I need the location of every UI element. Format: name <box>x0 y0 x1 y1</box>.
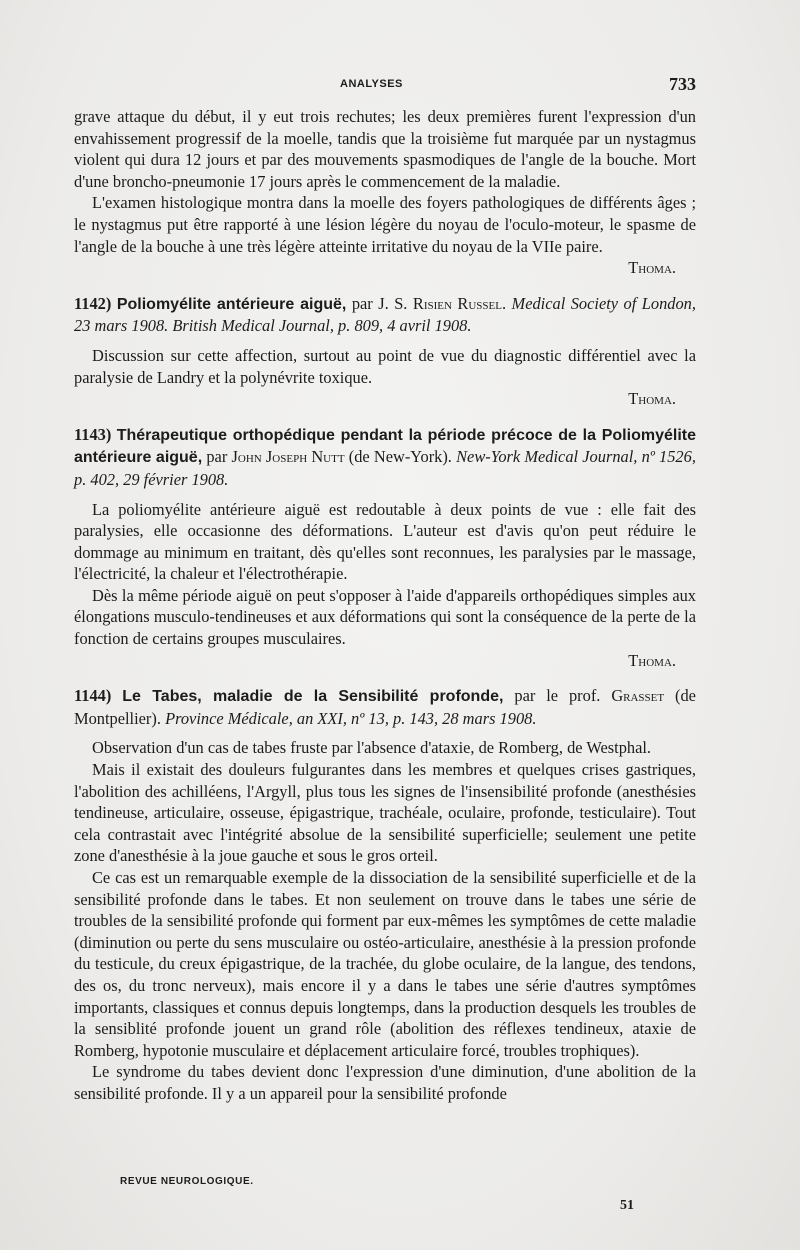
running-title: ANALYSES <box>340 78 403 90</box>
abstract-entry-1144 <box>74 685 696 1104</box>
entry-heading <box>74 293 696 337</box>
entry-citation: Province Médicale, an XXI, nº 13, p. 143, 28 mars 1908. <box>165 708 537 728</box>
entry-citation: New-York Medical Journal, nº 1526, p. 402, 29 février 1908. <box>74 447 696 489</box>
entry-author: Grasset <box>611 686 665 706</box>
entry-title: Le Tabes, maladie de la Sensibilité profonde, <box>122 688 504 706</box>
abstract-entry-1143 <box>74 424 696 672</box>
running-head <box>0 76 800 96</box>
entry-citation: Medical Society of London, 23 mars 1908. British Medical Journal, p. 809, 4 avril 1908. <box>74 293 696 336</box>
entry-paragraph: Discussion sur cette affection, surtout au point de vue du diagnostic différentiel avec la paralysie de Landry et la polynévrite toxique. <box>74 345 696 387</box>
entry-affiliation: (de Montpellier). <box>74 686 696 728</box>
entry-byline: par le prof. <box>514 686 601 706</box>
entry-byline: par <box>206 447 228 467</box>
entry-number: 1142) <box>74 293 112 313</box>
entry-byline: par J. S. <box>351 293 408 313</box>
journal-footer: REVUE NEUROLOGIQUE. <box>120 1176 254 1187</box>
page-number: 733 <box>669 74 696 94</box>
intro-paragraph: grave attaque du début, il y eut trois rechutes; les deux premières furent l'expression d'un envahissement progressif de la moelle, tandis que la troisième fut marquée par un nystagmus violent qui dura 12 jours et par des mouvements spasmodiques de l'angle de la bouche. Mort d'une broncho-pneumonie 17 jours après le commencement de la maladie. <box>74 107 696 191</box>
entry-paragraph: Ce cas est un remarquable exemple de la dissociation de la sensibilité superficielle et de la sensibilité profonde dans le tabes. Et non seulement on trouve dans le tabes une série de troubles de la sensibilité profonde qui forment par eux-mêmes les symptômes de cette maladie (diminution ou perte du sens musculaire ou ostéo-articulaire, anesthésie à la pression profonde du testicule, du creux épigastrique, de la trachée, du globe oculaire, de la langue, des tendons, des os, du tronc nerveux), mais encore il y a dans le tabes une série d'autres symptômes importants, classiques et connus depuis longtemps, dans la production desquels les troubles de la sensiblité profonde jouent un grand rôle (abolition des réflexes tendineux, ataxie de Romberg, hypotonie musculaire et déplacement articulaire forcé, troubles trophiques). <box>74 868 696 1060</box>
signature-mark: 51 <box>620 1198 634 1213</box>
entry-paragraph: Le syndrome du tabes devient donc l'expression d'une diminution, d'une abolition de la sensibilité profonde. Il y a un appareil pour la sensibilité profonde <box>74 1062 696 1103</box>
entry-author: John Joseph Nutt <box>231 447 345 467</box>
entry-paragraph: La poliomyélite antérieure aiguë est redoutable à deux points de vue : elle fait des paralysies, elle occasionne des déformations. L'auteur est d'avis qu'on peut réduire le dommage au minimum en traitant, dès qu'elles sont reconnues, les paralysies par le massage, l'électricité, la chaleur et l'électrothérapie. <box>74 499 696 584</box>
article-body <box>74 106 696 1105</box>
signature: Thoma. <box>628 650 676 670</box>
entry-title: Poliomyélite antérieure aiguë, <box>116 295 347 313</box>
entry-paragraph: Dès la même période aiguë on peut s'opposer à l'aide d'appareils orthopédiques simples aux élongations musculo-tendineuses et aux déformations qui sont la conséquence de la perte de la fonction de certains groupes musculaires. <box>74 585 696 649</box>
entry-paragraph: Mais il existait des douleurs fulgurantes dans les membres et quelques crises gastriques, l'abolition des achilléens, l'Argyll, plus tous les signes de l'insensibilité profonde (anesthésies tendineuse, articulaire, osseuse, épigastrique, trachéale, oculaire, profonde, testiculaire). Tout cela contrastait avec l'intégrité absolue de la sensibilité superficielle; seulement une petite zone d'anesthésie à la joue gauche et sous le gros orteil. <box>74 760 696 866</box>
entry-number: 1143) <box>74 424 112 444</box>
entry-number: 1144) <box>74 686 112 706</box>
entry-heading <box>74 424 696 491</box>
entry-paragraph: Observation d'un cas de tabes fruste par l'absence d'ataxie, de Romberg, de Westphal. <box>92 738 652 758</box>
entry-heading <box>74 685 696 729</box>
entry-title: Thérapeutique orthopédique pendant la période précoce de la Poliomyélite antérieure aiguë, <box>74 426 696 467</box>
entry-affiliation: (de New-York). <box>348 447 452 467</box>
signature: Thoma. <box>628 258 676 278</box>
signature: Thoma. <box>628 389 676 409</box>
entry-author: Risien Russel. <box>412 293 507 313</box>
abstract-entry-1142 <box>74 293 696 410</box>
intro-paragraph: L'examen histologique montra dans la moelle des foyers pathologiques de différents âges ; le nystagmus put être rapporté à une lésion légère du noyau de l'oculo-moteur, le spasme de l'angle de la bouche à une très légère atteinte irritative du noyau de la VIIe paire. <box>74 193 696 256</box>
